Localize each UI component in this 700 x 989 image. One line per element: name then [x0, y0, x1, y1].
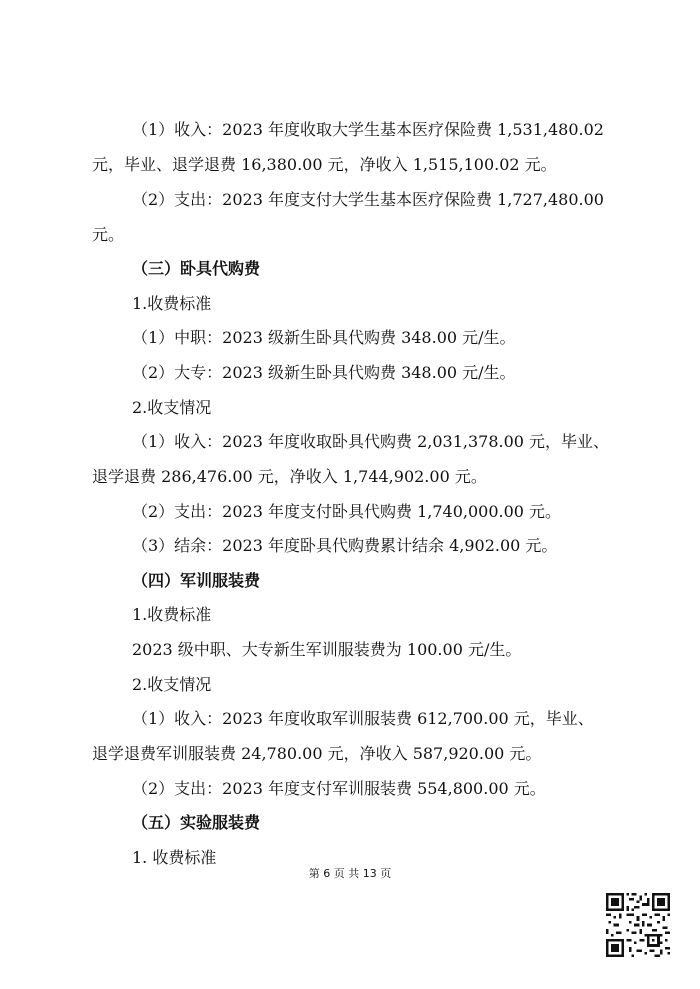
qr-code-icon: [606, 893, 670, 957]
paragraph-line: 元，毕业、退学退费 16,380.00 元，净收入 1,515,100.02 元。: [92, 155, 557, 174]
paragraph-line: （1）中职：2023 级新生卧具代购费 348.00 元/生。: [132, 328, 516, 347]
subsection-heading: 1. 收费标准: [132, 848, 217, 867]
paragraph-line: （2）支出：2023 年度支付大学生基本医疗保险费 1,727,480.00: [132, 190, 604, 209]
paragraph-line: （2）大专：2023 级新生卧具代购费 348.00 元/生。: [132, 363, 516, 382]
paragraph-line: （3）结余：2023 年度卧具代购费累计结余 4,902.00 元。: [132, 536, 558, 555]
page-number-footer: 第 6 页 共 13 页: [308, 867, 392, 880]
paragraph-line: 2023 级中职、大专新生军训服装费为 100.00 元/生。: [132, 640, 522, 659]
section-heading: （四）军训服装费: [132, 571, 261, 590]
paragraph-line: 退学退费军训服装费 24,780.00 元，净收入 587,920.00 元。: [92, 744, 542, 763]
paragraph-line: （2）支出：2023 年度支付卧具代购费 1,740,000.00 元。: [132, 502, 562, 521]
subsection-heading: 1.收费标准: [132, 605, 212, 624]
paragraph-line: （2）支出：2023 年度支付军训服装费 554,800.00 元。: [132, 779, 546, 798]
paragraph-line: 退学退费 286,476.00 元，净收入 1,744,902.00 元。: [92, 467, 487, 486]
paragraph-line: （1）收入：2023 年度收取军训服装费 612,700.00 元，毕业、: [132, 709, 594, 728]
paragraph-line: （1）收入：2023 年度收取大学生基本医疗保险费 1,531,480.02: [132, 120, 604, 139]
subsection-heading: 2.收支情况: [132, 398, 212, 417]
paragraph-line: （1）收入：2023 年度收取卧具代购费 2,031,378.00 元，毕业、: [132, 432, 610, 451]
paragraph-line: 元。: [92, 225, 125, 244]
section-heading: （三）卧具代购费: [132, 259, 261, 278]
subsection-heading: 1.收费标准: [132, 294, 212, 313]
subsection-heading: 2.收支情况: [132, 675, 212, 694]
section-heading: （五）实验服装费: [132, 813, 261, 832]
